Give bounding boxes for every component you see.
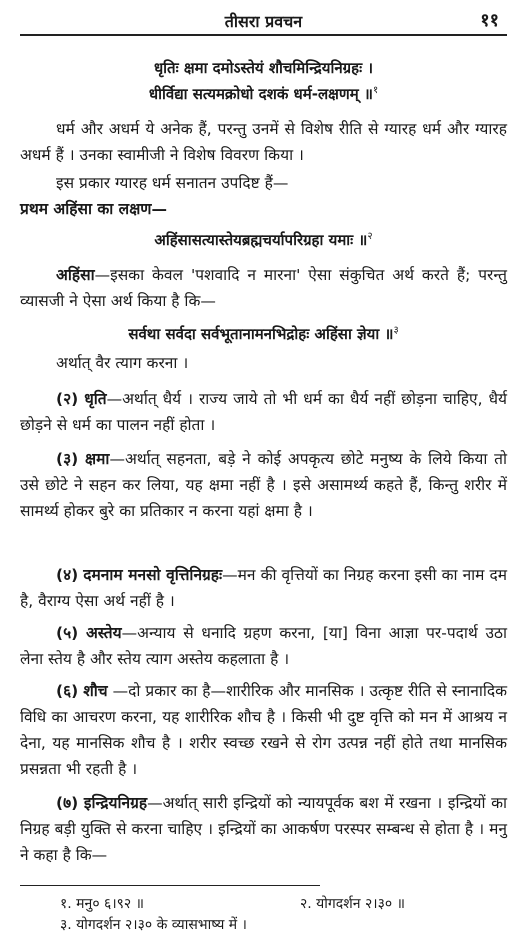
- paragraph-2: इस प्रकार ग्यारह धर्म सनातन उपदिष्ट हैं—: [56, 174, 289, 192]
- footnote-rule: [20, 885, 320, 886]
- chapter-title: तीसरा प्रवचन: [224, 12, 303, 31]
- item-indriyanigraha: (७) इन्द्रियनिग्रह—अर्थात् सारी इन्द्रियों को न्यायपूर्वक बश में रखना । इन्द्रियों का निग्रह बड़ी युक्ति से करना चाहिए । इन्द्रियों का आकर्षण परस्पर सम्बन्ध से होता है । मनु ने कहा है कि—: [20, 794, 507, 864]
- verse-1-line-1: धृतिः क्षमा दमोऽस्तेयं शौचमिन्द्रियनिग्रहः ।: [153, 59, 374, 77]
- paragraph-1: धर्म और अधर्म ये अनेक हैं, परन्तु उनमें से विशेष रीति से ग्यारह धर्म और ग्यारह अधर्म हैं । उनका स्वामीजी ने विशेष विवरण किया ।: [20, 120, 507, 164]
- verse-3: सर्वथा सर्वदा सर्वभूतानामनभिद्रोहः अहिंसा ज्ञेया ॥$^३$: [128, 325, 399, 343]
- header-rule: [20, 34, 507, 36]
- paragraph-vair: अर्थात् वैर त्याग करना ।: [56, 354, 189, 372]
- footnote-ref-3: ३: [393, 325, 399, 336]
- footnote-1: १. मनु० ६।९२ ॥: [60, 896, 145, 912]
- item-shaucha: (६) शौच —दो प्रकार का है—शारीरिक और मानसिक । उत्कृष्ट रीति से स्नानादिक विधि का आचरण करना, यह शारीरिक शौच है । किसी भी दुष्ट वृत्ति को मन में आश्रय न देना, यह मानसिक शौच है । शरीर स्वच्छ रखने से रोग उत्पन्न नहीं होते तथा मानसिक प्रसन्नता भी रहती है ।: [20, 682, 507, 778]
- item-kshama: (३) क्षमा—अर्थात् सहनता, बड़े ने कोई अपकृत्य छोटे मनुष्य के लिये किया तो उसे छोटे ने सहन कर लिया, यह क्षमा नहीं है । इसे असामर्थ्य कहते हैं, किन्तु शरीर में सामर्थ्य होकर बुरे का प्रतिकार न करना यहां क्षमा है ।: [20, 450, 508, 520]
- footnote-2: २. योगदर्शन २।३० ॥: [300, 896, 405, 912]
- item-dama: (४) दमनाम मनसो वृत्तिनिग्रहः—मन की वृत्तियों का निग्रह करना इसी का नाम दम है, वैराग्य ऐसा अर्थ नहीं है ।: [20, 566, 508, 610]
- verse-2: अहिंसासत्यास्तेयब्रह्मचर्यापरिग्रहा यमाः ॥$^२$: [154, 231, 373, 249]
- page-number: ११: [480, 10, 499, 31]
- verse-1-line-2: धीर्विद्या सत्यमक्रोधो दशकं धर्म-लक्षणम् ॥$^१$: [148, 85, 379, 103]
- paragraph-ahimsa: अहिंसा—इसका केवल 'पशवादि न मारना' ऐसा संकुचित अर्थ करते हैं; परन्तु व्यासजी ने ऐसा अर्थ किया है कि—: [20, 266, 507, 310]
- page-header: [0, 6, 527, 32]
- section-heading-ahimsa: प्रथम अहिंसा का लक्षण—: [20, 200, 168, 218]
- footnote-3: ३. योगदर्शन २।३० के व्यासभाष्य में ।: [60, 917, 247, 933]
- item-asteya: (५) अस्तेय—अन्याय से धनादि ग्रहण करना, [या] विना आज्ञा पर-पदार्थ उठा लेना स्तेय है और स्तेय त्याग अस्तेय कहलाता है ।: [20, 624, 507, 668]
- footnote-ref-1: १: [372, 85, 379, 96]
- item-dhriti: (२) धृति—अर्थात् धैर्य । राज्य जाये तो भी धर्म का धैर्य नहीं छोड़ना चाहिए, धैर्य छोड़ने से धर्म का पालन नहीं होता ।: [20, 390, 507, 434]
- footnote-ref-2: २: [367, 231, 373, 242]
